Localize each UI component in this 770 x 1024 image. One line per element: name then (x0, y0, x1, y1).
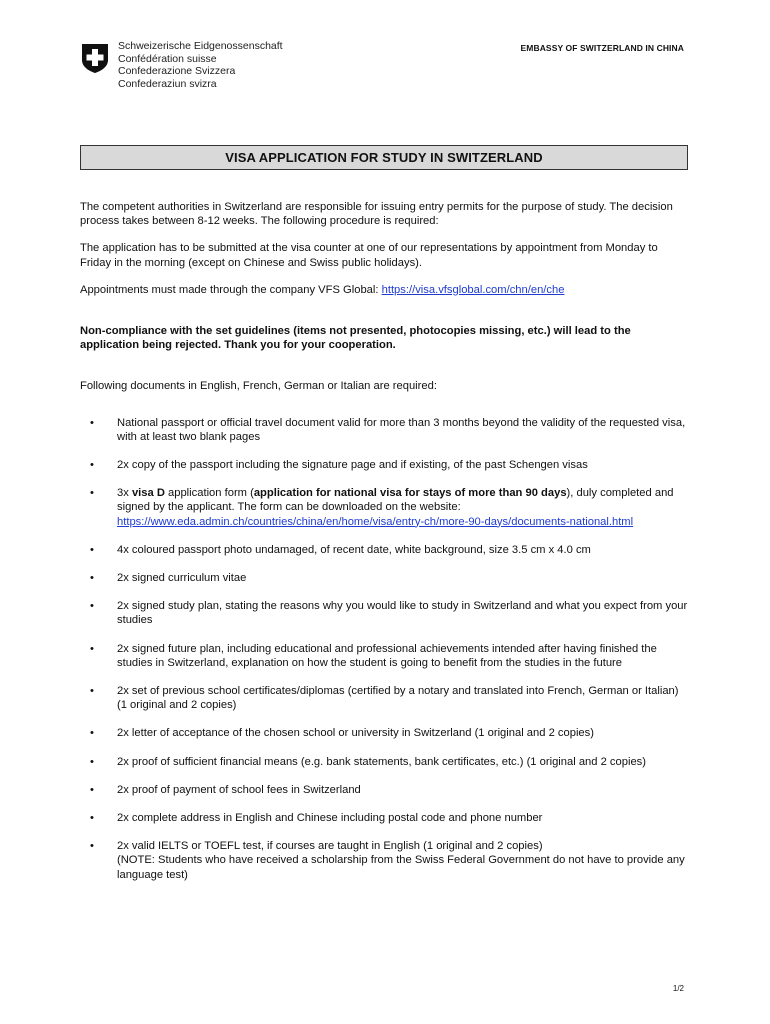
list-item (80, 599, 690, 627)
intro-paragraph: The competent authorities in Switzerland are responsible for issuing entry permits for the purpose of study. The decision process takes between 8-12 weeks. The following procedure is required: (80, 201, 673, 228)
bullet: • (90, 416, 94, 429)
bullet: • (90, 783, 94, 796)
submission-paragraph: The application has to be submitted at the visa counter at one of our representations by appointment from Monday to Friday in the morning (except on Chinese and Swiss public holidays). (80, 242, 658, 269)
list-item-text: 2x set of previous school certificates/diplomas (certified by a notary and translated into French, German or Italian) (1 original and 2 copies) (117, 685, 679, 712)
item13-line2: (NOTE: Students who have received a scholarship from the Swiss Federal Government do not have to provide any language test) (117, 854, 685, 881)
list-item (80, 726, 690, 740)
visa-d-label: visa D (131, 487, 165, 500)
list-item-text: 2x proof of sufficient financial means (e.g. bank statements, bank certificates, etc.) (1 original and 2 copies) (117, 755, 646, 768)
confederation-line-rm: Confederaziun svizra (118, 77, 217, 90)
list-item-text: 4x coloured passport photo undamaged, of recent date, white background, size 3.5 cm x 4.0 cm (117, 543, 591, 556)
bullet: • (90, 840, 94, 853)
documents-list (80, 416, 690, 882)
list-item (80, 684, 690, 712)
confederation-names (118, 40, 283, 90)
list-item-text: National passport or official travel document valid for more than 3 months beyond the validity of the requested visa, with at least two blank pages (117, 416, 686, 443)
bullet: • (90, 727, 94, 740)
confederation-line-it: Confederazione Svizzera (118, 65, 236, 77)
embassy-name: EMBASSY OF SWITZERLAND IN CHINA (520, 43, 684, 53)
bullet: • (90, 755, 94, 768)
swiss-cross-shield-icon (80, 42, 110, 74)
page-title: VISA APPLICATION FOR STUDY IN SWITZERLAND (225, 150, 543, 165)
bullet: • (90, 487, 94, 500)
vfs-global-link[interactable]: https://visa.vfsglobal.com/chn/en/che (381, 283, 565, 296)
list-item-text: 2x copy of the passport including the signature page and if existing, of the past Schengen visas (117, 459, 588, 472)
appointments-paragraph (80, 283, 690, 297)
page-number: 1/2 (672, 984, 684, 993)
form-name: application for national visa for stays of more than 90 days (253, 487, 567, 500)
documents-intro: Following documents in English, French, German or Italian are required: (80, 380, 437, 393)
confederation-line-de: Schweizerische Eidgenossenschaft (118, 40, 283, 52)
confederation-line-fr: Confédération suisse (118, 52, 217, 65)
list-item (80, 543, 690, 557)
list-item (80, 416, 690, 444)
list-item (80, 642, 690, 670)
warning-paragraph: Non-compliance with the set guidelines (items not presented, photocopies missing, etc.) will lead to the application being rejected. Thank you for your cooperation. (80, 325, 631, 352)
bullet: • (90, 572, 94, 585)
list-item-text: 2x signed curriculum vitae (117, 572, 247, 585)
list-item-text: 2x complete address in English and Chinese including postal code and phone number (117, 812, 543, 825)
document-body (80, 200, 690, 896)
bullet: • (90, 543, 94, 556)
list-item (80, 458, 690, 472)
eda-form-link[interactable]: https://www.eda.admin.ch/countries/china/en/home/visa/entry-ch/more-90-days/documents-national.html (117, 515, 634, 528)
bullet: • (90, 642, 94, 655)
item3-pre: 3x (117, 487, 132, 500)
bullet: • (90, 685, 94, 698)
list-item-text: 2x proof of payment of school fees in Switzerland (117, 783, 361, 796)
title-box (80, 145, 688, 170)
list-item-text (117, 839, 690, 882)
bullet: • (90, 812, 94, 825)
item13-line1: 2x valid IELTS or TOEFL test, if courses are taught in English (1 original and 2 copies) (117, 840, 543, 853)
list-item (80, 755, 690, 769)
bullet: • (90, 459, 94, 472)
list-item-text: 2x signed study plan, stating the reasons why you would like to study in Switzerland and what you expect from your studies (117, 600, 688, 627)
list-item-text: 2x signed future plan, including educational and professional achievements intended after having finished the studies in Switzerland, explanation on how the student is going to benefit from the studies in the future (117, 642, 657, 669)
bullet: • (90, 600, 94, 613)
list-item-text: 2x letter of acceptance of the chosen school or university in Switzerland (1 original and 2 copies) (117, 727, 594, 740)
list-item (80, 783, 690, 797)
appointments-text: Appointments must made through the company VFS Global: (80, 283, 382, 296)
list-item-text (117, 487, 674, 527)
list-item (80, 811, 690, 825)
item3-post: ), duly completed and signed by the applicant. The form can be downloaded on the website: (117, 487, 674, 514)
list-item (80, 839, 690, 882)
item3-mid: application form ( (164, 487, 254, 500)
list-item (80, 486, 690, 529)
list-item (80, 571, 690, 585)
